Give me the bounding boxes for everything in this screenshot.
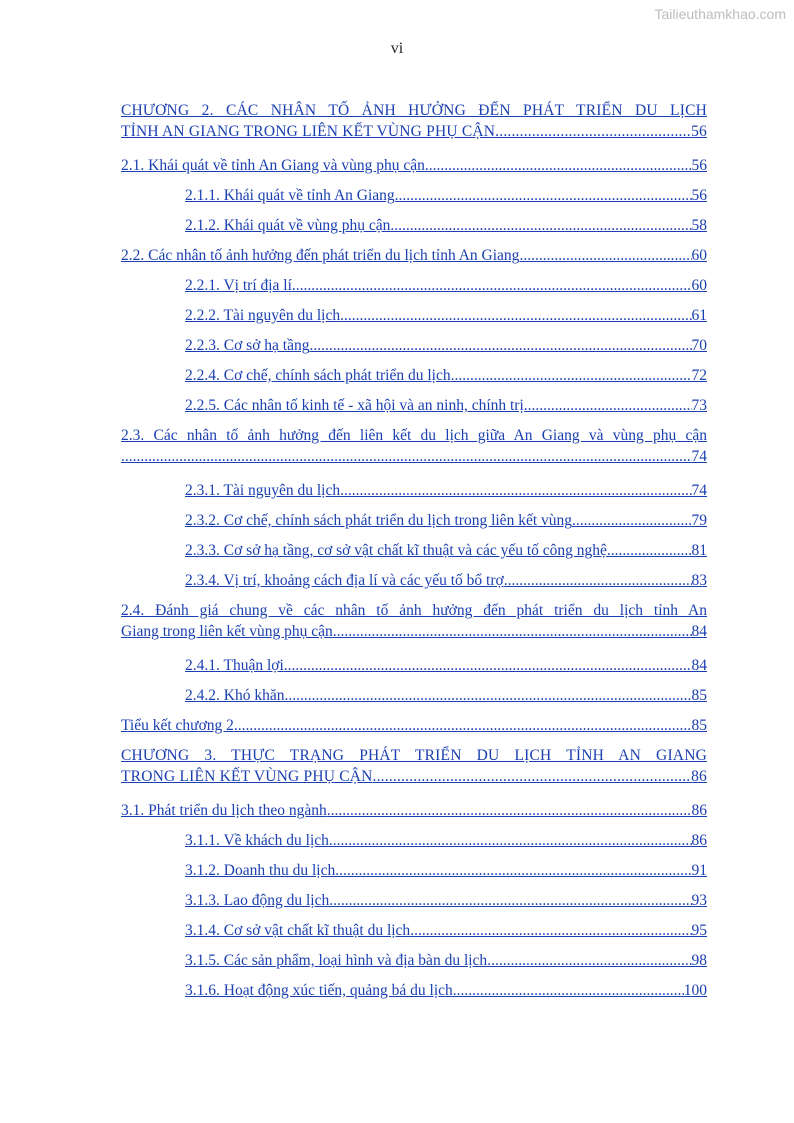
toc-page-number[interactable]: 86 xyxy=(691,802,707,819)
toc-entry-tk2[interactable] xyxy=(121,715,707,736)
toc-leader-dots xyxy=(340,305,691,326)
toc-entry-title[interactable]: 2.3.3. Cơ sở hạ tầng, cơ sở vật chất kĩ thuật và các yếu tố công nghệ xyxy=(185,542,607,559)
toc-page-number[interactable]: 74 xyxy=(691,448,707,465)
toc-leader-dots xyxy=(410,920,691,941)
toc-leader-dots xyxy=(340,480,691,501)
toc-entry-3-1[interactable] xyxy=(121,800,707,821)
toc-page-number[interactable]: 56 xyxy=(691,123,707,140)
toc-entry-title[interactable]: 2.2.4. Cơ chế, chính sách phát triển du lịch xyxy=(185,367,451,384)
toc-entry-2-2-2[interactable] xyxy=(121,305,707,326)
toc-entry-3-1-4[interactable] xyxy=(121,920,707,941)
toc-entry-title[interactable]: 2.2.5. Các nhân tố kinh tế - xã hội và an ninh, chính trị xyxy=(185,397,524,414)
toc-leader-dots xyxy=(335,860,691,881)
toc-leader-dots xyxy=(451,365,692,386)
toc-leader-dots xyxy=(121,446,692,467)
toc-leader-dots xyxy=(504,570,692,591)
toc-entry-2-1[interactable] xyxy=(121,155,707,176)
toc-entry-2-2-1[interactable] xyxy=(121,275,707,296)
toc-page-number[interactable]: 84 xyxy=(691,623,707,640)
toc-leader-dots xyxy=(395,185,692,206)
toc-leader-dots xyxy=(234,715,692,736)
toc-entry-2-4-1[interactable] xyxy=(121,655,707,676)
toc-entry-2-2-3[interactable] xyxy=(121,335,707,356)
toc-entry-3-1-2[interactable] xyxy=(121,860,707,881)
toc-entry-title[interactable]: 3.1.4. Cơ sở vật chất kĩ thuật du lịch xyxy=(185,922,411,939)
toc-entry-c3[interactable] xyxy=(121,745,707,787)
watermark: Tailieuthamkhao.com xyxy=(654,6,786,22)
toc-page-number[interactable]: 86 xyxy=(691,768,707,785)
toc-page-number[interactable]: 70 xyxy=(691,337,707,354)
toc-leader-dots xyxy=(572,510,691,531)
toc-leader-dots xyxy=(292,275,692,296)
toc-page-number[interactable]: 98 xyxy=(691,952,707,969)
toc-leader-dots xyxy=(607,540,692,561)
toc-entry-title[interactable]: 2.4.2. Khó khăn xyxy=(185,687,285,704)
toc-entry-line1[interactable]: 2.3. Các nhân tố ảnh hưởng đến liên kết du lịch giữa An Giang và vùng phụ cận xyxy=(121,427,707,444)
toc-page-number[interactable]: 74 xyxy=(691,482,707,499)
toc-entry-title[interactable]: 3.1.3. Lao động du lịch xyxy=(185,892,330,909)
toc-leader-dots xyxy=(327,800,692,821)
toc-page-number[interactable]: 84 xyxy=(691,657,707,674)
toc-entry-title[interactable]: TRONG LIÊN KẾT VÙNG PHỤ CẬN xyxy=(121,768,373,785)
toc-entry-3-1-6[interactable] xyxy=(121,980,707,1001)
toc-entry-title[interactable]: 3.1.5. Các sản phẩm, loại hình và địa bàn du lịch xyxy=(185,952,488,969)
toc-page-number[interactable]: 56 xyxy=(691,187,707,204)
toc-page-number[interactable]: 58 xyxy=(691,217,707,234)
toc-page-number[interactable]: 91 xyxy=(691,862,707,879)
toc-page-number[interactable]: 60 xyxy=(691,277,707,294)
toc-entry-2-1-1[interactable] xyxy=(121,185,707,206)
toc-leader-dots xyxy=(425,155,692,176)
toc-page-number[interactable]: 79 xyxy=(691,512,707,529)
toc-leader-dots xyxy=(309,335,691,356)
toc-entry-3-1-3[interactable] xyxy=(121,890,707,911)
toc-entry-title[interactable]: 2.2.2. Tài nguyên du lịch xyxy=(185,307,341,324)
toc-page-number[interactable]: 95 xyxy=(691,922,707,939)
toc-entry-title[interactable]: TỈNH AN GIANG TRONG LIÊN KẾT VÙNG PHỤ CẬN xyxy=(121,123,496,140)
toc-entry-2-3-1[interactable] xyxy=(121,480,707,501)
toc-entry-line1[interactable]: CHƯƠNG 3. THỰC TRẠNG PHÁT TRIỂN DU LỊCH TỈNH AN GIANG xyxy=(121,747,707,764)
toc-entry-2-2[interactable] xyxy=(121,245,707,266)
toc-leader-dots xyxy=(329,890,691,911)
toc-page-number[interactable]: 85 xyxy=(691,687,707,704)
toc-leader-dots xyxy=(284,685,691,706)
toc-page-number[interactable]: 86 xyxy=(691,832,707,849)
toc-entry-title[interactable]: Tiểu kết chương 2 xyxy=(121,717,234,734)
toc-leader-dots xyxy=(333,621,692,642)
toc-entry-2-2-5[interactable] xyxy=(121,395,707,416)
toc-leader-dots xyxy=(487,950,691,971)
toc-entry-2-1-2[interactable] xyxy=(121,215,707,236)
toc-entry-title[interactable]: 3.1.6. Hoạt động xúc tiến, quảng bá du lịch xyxy=(185,982,453,999)
toc-page-number[interactable]: 83 xyxy=(691,572,707,589)
toc-entry-2-2-4[interactable] xyxy=(121,365,707,386)
toc-entry-title[interactable]: 2.1.1. Khái quát về tỉnh An Giang xyxy=(185,187,395,204)
toc-page-number[interactable]: 81 xyxy=(691,542,707,559)
toc-leader-dots xyxy=(524,395,692,416)
toc-entry-title[interactable]: Giang trong liên kết vùng phụ cận xyxy=(121,623,333,640)
toc-entry-title[interactable]: 2.3.4. Vị trí, khoảng cách địa lí và các yếu tố bổ trợ xyxy=(185,572,504,589)
toc-page-number[interactable]: 73 xyxy=(691,397,707,414)
toc-entry-title[interactable]: 2.3.1. Tài nguyên du lịch xyxy=(185,482,341,499)
toc-entry-2-3-3[interactable] xyxy=(121,540,707,561)
toc-entry-2-3[interactable] xyxy=(121,425,707,467)
toc-leader-dots xyxy=(373,766,692,787)
toc-entry-title[interactable]: 2.2.1. Vị trí địa lí xyxy=(185,277,292,294)
toc-entry-title[interactable]: 3.1. Phát triển du lịch theo ngành xyxy=(121,802,327,819)
toc-leader-dots xyxy=(495,121,691,142)
toc-entry-3-1-5[interactable] xyxy=(121,950,707,971)
toc-entry-title[interactable]: 2.4.1. Thuận lợi xyxy=(185,657,284,674)
toc-entry-line1[interactable]: 2.4. Đánh giá chung về các nhân tố ảnh hưởng đến phát triển du lịch tỉnh An xyxy=(121,602,707,619)
toc-page-number[interactable]: 72 xyxy=(691,367,707,384)
toc-entry-3-1-1[interactable] xyxy=(121,830,707,851)
toc-leader-dots xyxy=(329,830,692,851)
toc-entry-title[interactable]: 2.1. Khái quát về tỉnh An Giang và vùng phụ cận xyxy=(121,157,425,174)
toc-page-number[interactable]: 93 xyxy=(691,892,707,909)
toc-entry-c2[interactable] xyxy=(121,100,707,142)
toc-leader-dots xyxy=(453,980,684,1001)
toc-page-number[interactable]: 100 xyxy=(683,982,707,999)
toc-entry-2-4-2[interactable] xyxy=(121,685,707,706)
toc-entry-title[interactable]: 3.1.1. Về khách du lịch xyxy=(185,832,329,849)
toc-entry-2-4[interactable] xyxy=(121,600,707,642)
toc-entry-title[interactable]: 2.1.2. Khái quát về vùng phụ cận xyxy=(185,217,391,234)
toc-entry-title[interactable]: 2.2.3. Cơ sở hạ tầng xyxy=(185,337,310,354)
toc-page-number[interactable]: 61 xyxy=(691,307,707,324)
toc-entry-2-3-4[interactable] xyxy=(121,570,707,591)
toc-entry-title[interactable]: 2.3.2. Cơ chế, chính sách phát triển du lịch trong liên kết vùng xyxy=(185,512,573,529)
toc-leader-dots xyxy=(284,655,692,676)
toc-page-number[interactable]: 56 xyxy=(691,157,707,174)
toc-leader-dots xyxy=(390,215,691,236)
toc-page-number[interactable]: 60 xyxy=(691,247,707,264)
toc-leader-dots xyxy=(519,245,691,266)
toc-entry-2-3-2[interactable] xyxy=(121,510,707,531)
toc-entry-title[interactable]: 2.2. Các nhân tố ảnh hưởng đến phát triển du lịch tỉnh An Giang xyxy=(121,247,520,264)
toc-entry-line1[interactable]: CHƯƠNG 2. CÁC NHÂN TỐ ẢNH HƯỞNG ĐẾN PHÁT TRIỂN DU LỊCH xyxy=(121,102,707,119)
toc-page-number[interactable]: 85 xyxy=(691,717,707,734)
page-number: vi xyxy=(390,40,404,57)
toc-entry-title[interactable]: 3.1.2. Doanh thu du lịch xyxy=(185,862,336,879)
